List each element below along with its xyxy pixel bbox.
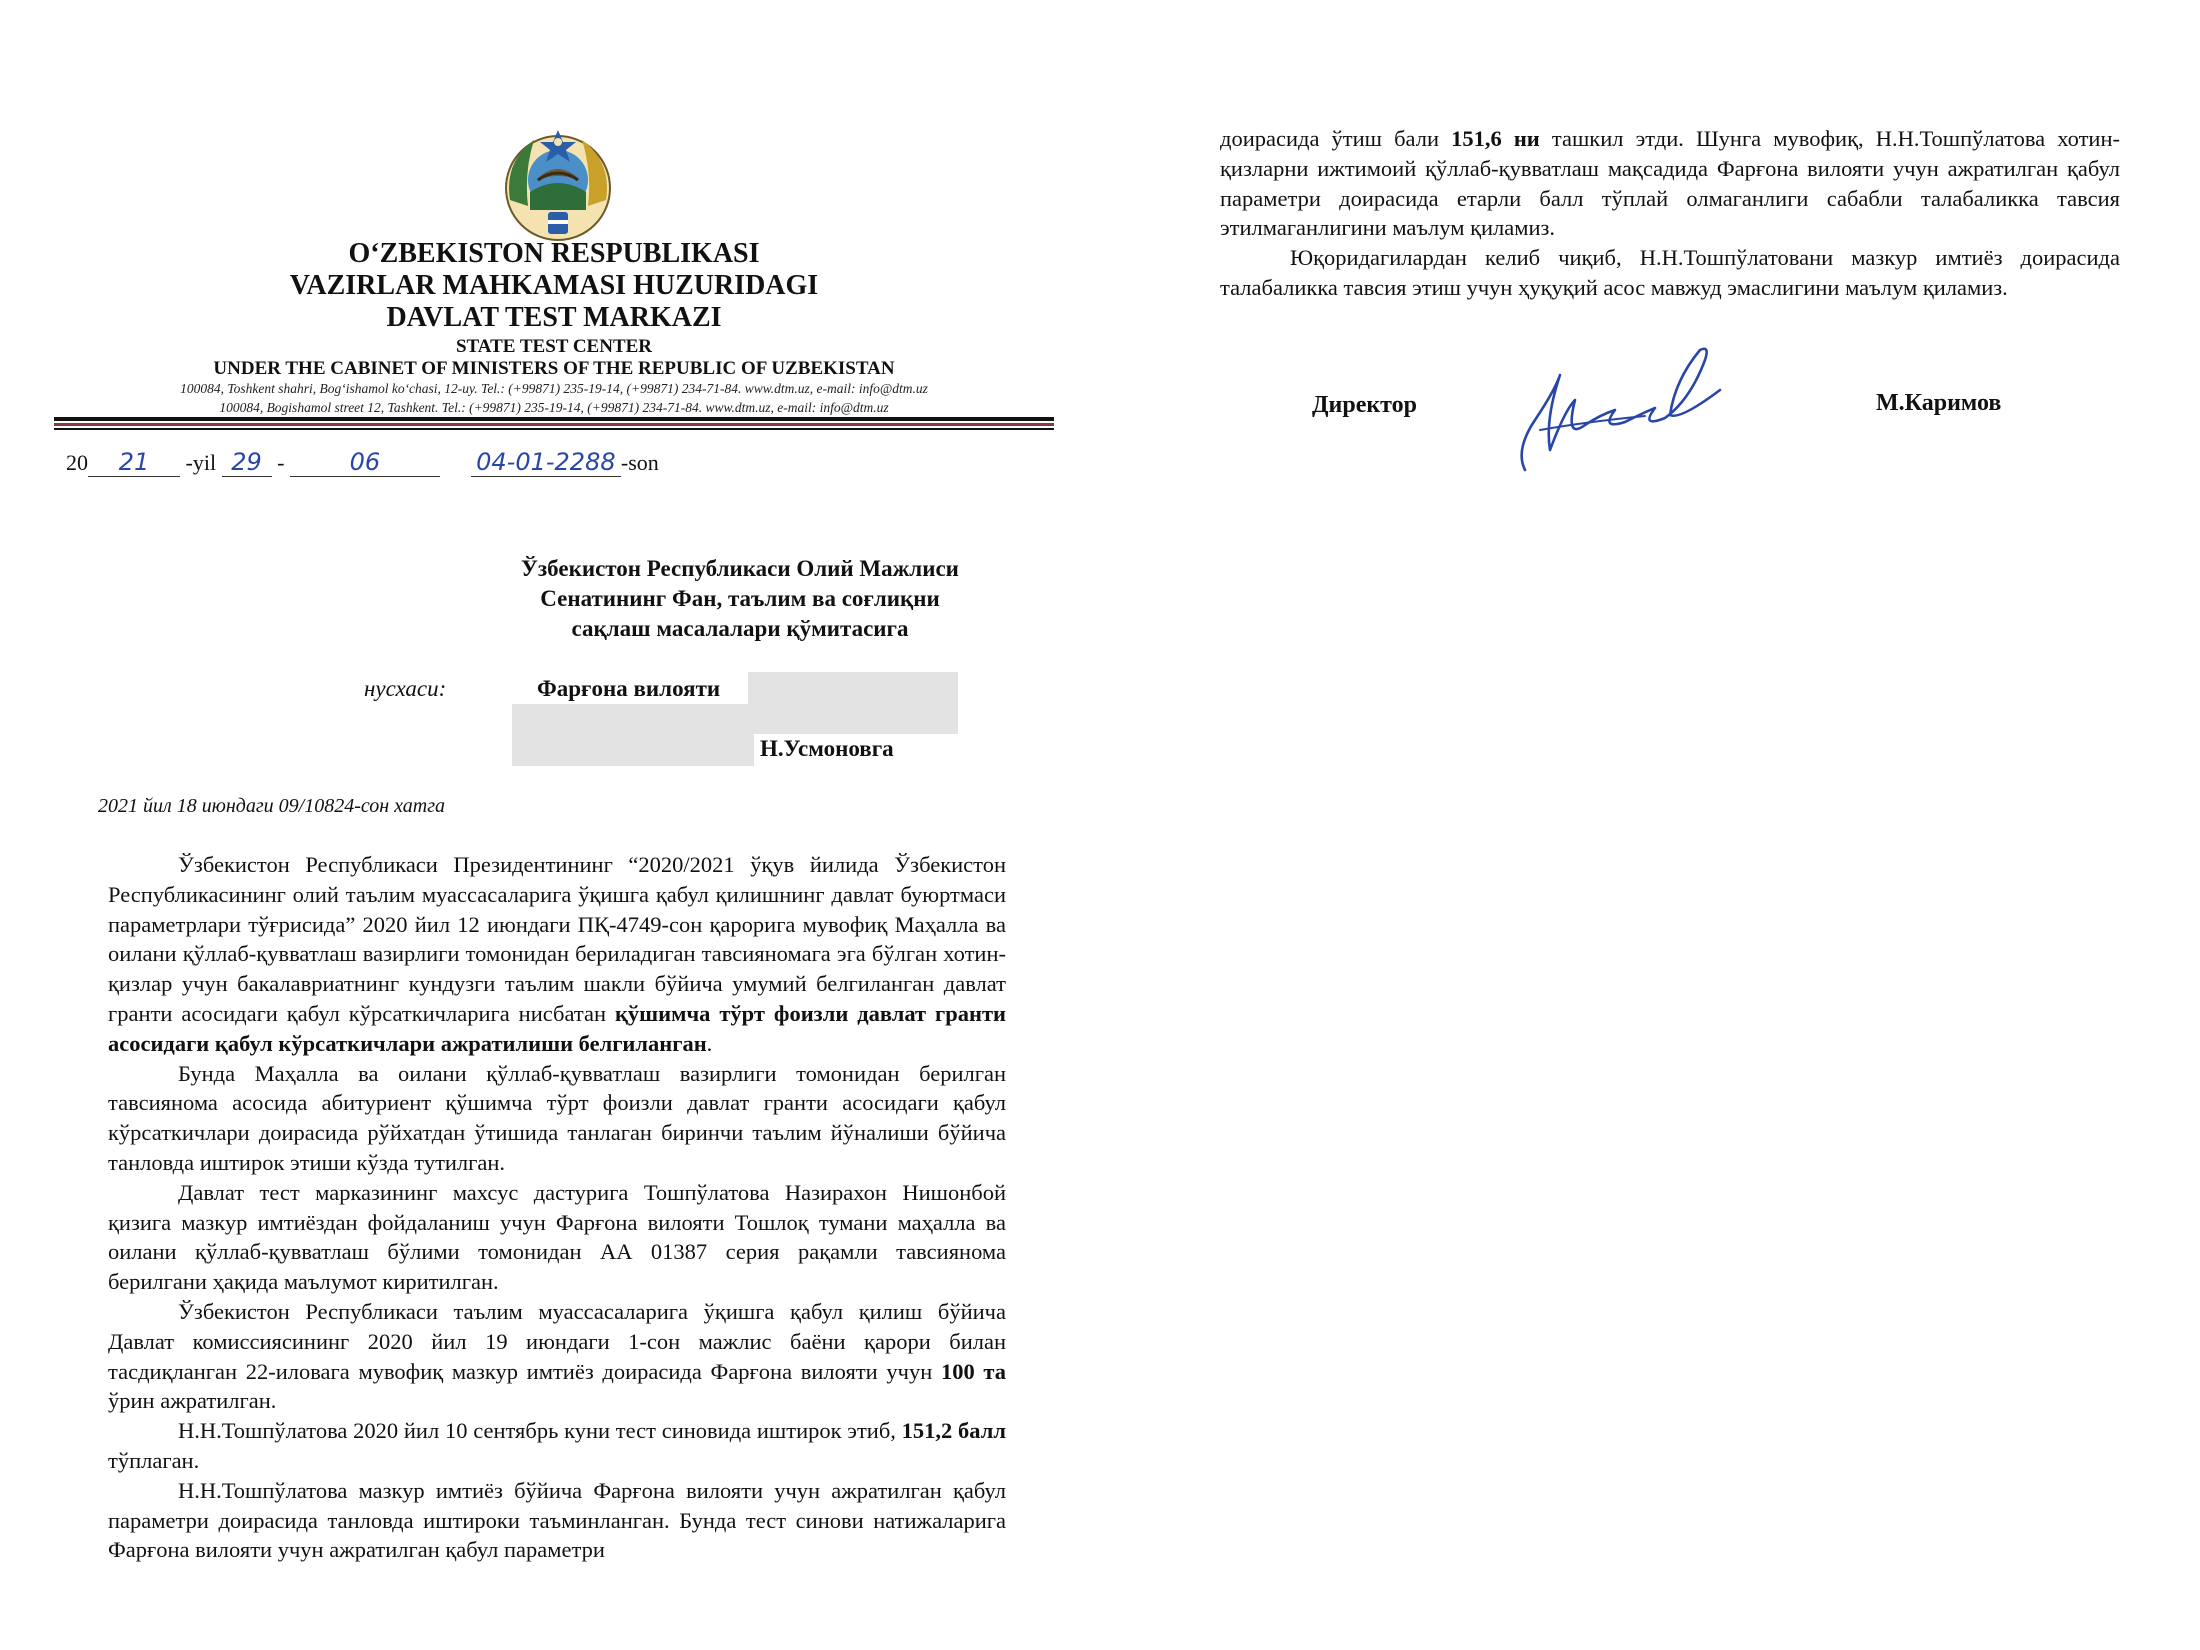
addressee-line-1: Ўзбекистон Республикаси Олий Мажлиси — [521, 556, 959, 581]
paragraph-6: Н.Н.Тошпўлатова мазкур имтиёз бўйича Фарғона вилояти учун ажратилган қабул параметри доирасида танловда иштироки таъминланган. Бунда тест синови натижаларига Фарғона вилояти учун ажратилган қабул параметри — [108, 1477, 1006, 1563]
addressee-line-2: Сенатининг Фан, таълим ва соғлиқни — [540, 586, 940, 611]
paragraph-5 — [108, 1416, 1006, 1476]
reference-note: 2021 йил 18 июндаги 09/10824-сон хатга — [98, 795, 446, 817]
letter-body-page-1 — [108, 850, 1006, 1565]
letterhead-divider-accent — [54, 423, 1054, 426]
address-uz: 100084, Toshkent shahri, Bog‘ishamol ko‘chasi, 12-uy. Tel.: (+99871) 235-19-14, (+99871) 234-71-84. www.dtm.uz, e-mail: info@dtm.uz — [180, 381, 928, 396]
signatory-title: Директор — [1312, 392, 1417, 418]
org-name-line-3: DAVLAT TEST MARKAZI — [386, 302, 722, 333]
year-prefix: 20 — [66, 450, 88, 475]
letterhead-divider-bottom — [54, 428, 1054, 430]
son-label: -son — [620, 450, 659, 475]
paragraph-1 — [108, 850, 1006, 1059]
registration-line — [66, 448, 659, 477]
paragraph-4-bold: 100 та — [940, 1358, 1006, 1384]
day-fill: 29 — [222, 448, 272, 477]
redaction-box — [512, 704, 754, 766]
paragraph-6-continued — [1220, 124, 2120, 243]
paragraph-6-cont-end: ташкил этди. Шунга мувофиқ, Н.Н.Тошпўлатова хотин-қизларни ижтимоий қўллаб-қувватлаш мақсадида Фарғона вилояти учун ажратилган қабул параметри доирасида етарли балл тўплай олмаганлиги сабабли талабаликка тавсия этилмаганлигини маълум қиламиз. — [1220, 126, 2120, 241]
copy-label: нусхаси: — [364, 676, 447, 701]
paragraph-3: Давлат тест марказининг махсус дастурига Тошпўлатова Назирахон Нишонбой қизига мазкур имтиёздан фойдаланиш учун Фарғона вилояти Тошлоқ тумани маҳалла ва оилани қўллаб-қувватлаш бўлими томонидан АА 01387 серия рақамли тавсиянома берилгани ҳақида маълумот киритилган. — [108, 1179, 1006, 1295]
org-name-line-1: O‘ZBEKISTON RESPUBLIKASI — [348, 238, 760, 269]
year-fill: 21 — [88, 448, 180, 477]
yil-label: -yil — [185, 450, 217, 475]
date-dash: - — [277, 450, 285, 475]
month-fill: 06 — [290, 448, 440, 477]
uzbekistan-emblem-icon — [494, 122, 622, 250]
letter-body-page-2 — [1220, 124, 2120, 303]
paragraph-1-bold: қўшимча тўрт фоизли давлат гранти асосидаги қабул кўрсаткичлари ажратилиши белгиланган — [108, 1000, 1006, 1056]
copy-region: Фарғона вилояти — [537, 676, 721, 701]
paragraph-5-end: тўплаган. — [108, 1447, 200, 1473]
handwritten-signature-icon — [1505, 330, 1735, 480]
address-en: 100084, Bogishamol street 12, Tashkent. Tel.: (+99871) 235-19-14, (+99871) 234-71-84. www.dtm.uz, e-mail: info@dtm.uz — [219, 400, 889, 415]
org-name-line-4: STATE TEST CENTER — [455, 336, 653, 357]
paragraph-2: Бунда Маҳалла ва оилани қўллаб-қувватлаш вазирлиги томонидан берилган тавсиянома асосида абитуриент қўшимча тўрт фоизли давлат гранти асосидаги қабул кўрсаткичлари доирасида рўйхатдан ўтишида танлаган биринчи таълим йўналиши бўйича танловда иштирок этиши кўзда тутилган. — [108, 1060, 1006, 1175]
paragraph-4-end: ўрин ажратилган. — [108, 1388, 277, 1414]
document-number-fill: 04-01-2288 — [471, 448, 621, 477]
paragraph-1-text: Ўзбекистон Республикаси Президентининг “2020/2021 ўқув йилида Ўзбекистон Республикасининг олий таълим муассасаларига ўқишга қабул қилишнинг давлат буюртмаси параметрлари тўғрисида” 2020 йил 12 июндаги ПҚ-4749-сон қарорига мувофиқ Маҳалла ва оилани қўллаб-қувватлаш вазирлиги томонидан бериладиган тавсияномага эга бўлган хотин-қизлар учун бакалавриатнинг кундузги таълим шакли бўйича умумий белгиланган давлат гранти асосидаги қабул кўрсаткичларига нисбатан — [108, 852, 1006, 1026]
paragraph-5-bold: 151,2 балл — [901, 1418, 1006, 1444]
addressee-line-3: сақлаш масалалари қўмитасига — [571, 616, 909, 641]
org-name-line-2: VAZIRLAR MAHKAMASI HUZURIDAGI — [289, 270, 819, 301]
paragraph-1-end: . — [706, 1030, 713, 1056]
paragraph-6-cont-bold: 151,6 ни — [1451, 126, 1540, 151]
paragraph-7: Юқоридагилардан келиб чиқиб, Н.Н.Тошпўлатовани мазкур имтиёз доирасида талабаликка тавсия этиш учун ҳуқуқий асос мавжуд эмаслигини маълум қиламиз. — [1220, 245, 2120, 300]
org-name-line-5: UNDER THE CABINET OF MINISTERS OF THE REPUBLIC OF UZBEKISTAN — [213, 358, 895, 379]
letterhead-divider — [54, 417, 1054, 421]
copy-recipient-name: Н.Усмоновга — [760, 736, 894, 761]
signatory-name: М.Каримов — [1876, 390, 2002, 416]
paragraph-4-text: Ўзбекистон Республикаси таълим муассасаларига ўқишга қабул қилиш бўйича Давлат комиссиясининг 2020 йил 19 июндаги 1-сон мажлис баёни қарори билан тасдиқланган 22-иловага мувофиқ мазкур имтиёз доирасида Фарғона вилояти учун — [108, 1298, 1006, 1384]
redaction-box — [748, 672, 958, 734]
paragraph-5-text: Н.Н.Тошпўлатова 2020 йил 10 сентябрь куни тест синовида иштирок этиб, — [178, 1418, 902, 1444]
paragraph-6-cont-text: доирасида ўтиш бали — [1220, 126, 1452, 151]
paragraph-4 — [108, 1297, 1006, 1416]
